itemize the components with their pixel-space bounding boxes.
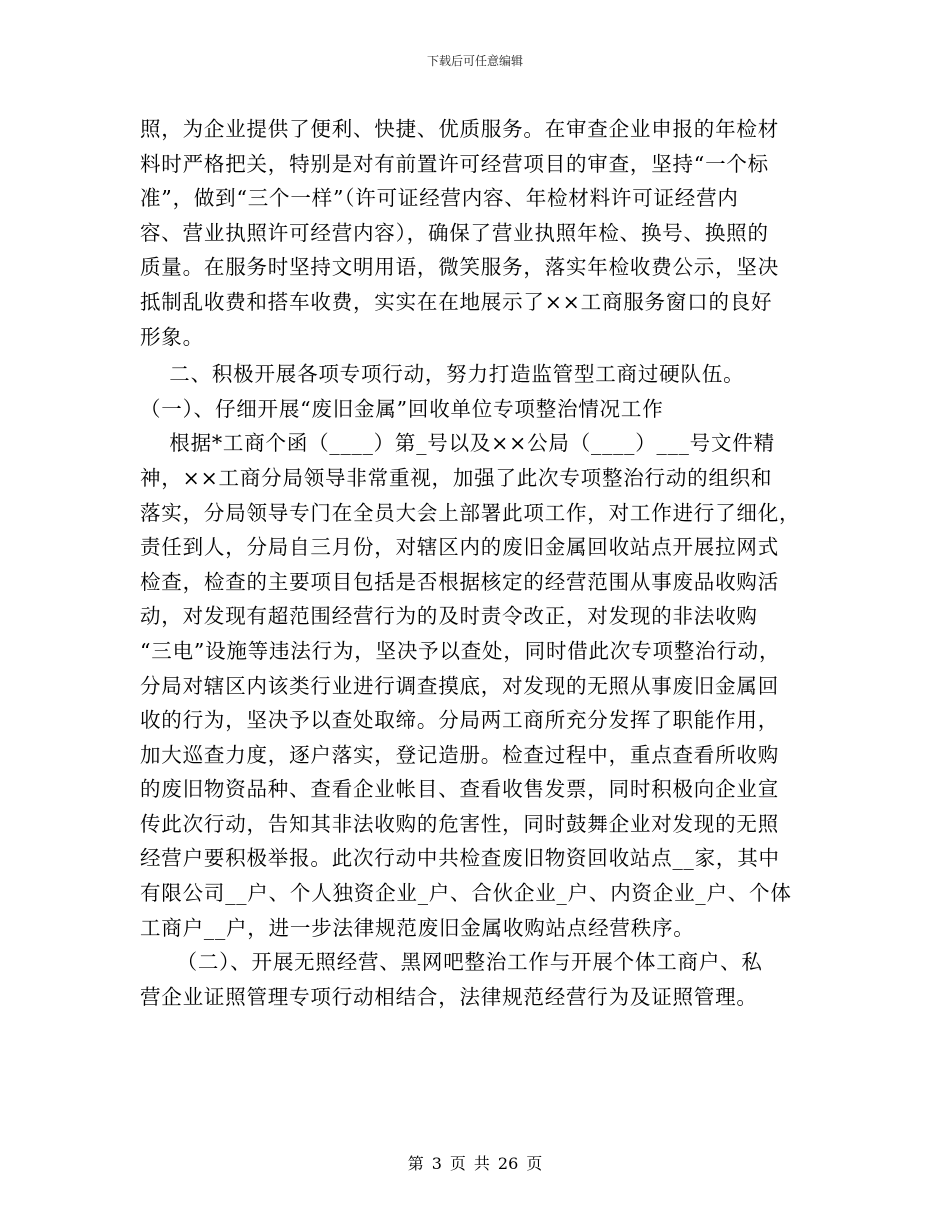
text-line: 的废旧物资品种、查看企业帐目、查看收售发票，同时积极向企业宣 (140, 777, 779, 802)
text-line: 工商户__户，进一步法律规范废旧金属收购站点经营秩序。 (140, 915, 695, 940)
text-line: 分局对辖区内该类行业进行调查摸底，对发现的无照从事废旧金属回 (140, 673, 779, 698)
text-line: 经营户要积极举报。此次行动中共检查废旧物资回收站点__家，其中 (140, 846, 780, 871)
text-line: 质量。在服务时坚持文明用语，微笑服务，落实年检收费公示，坚决 (140, 255, 779, 280)
text-line: 加大巡查力度，逐户落实，登记造册。检查过程中，重点查看所收购 (140, 742, 779, 767)
text-line: 容、营业执照许可经营内容），确保了营业执照年检、换号、换照的 (140, 220, 769, 245)
text-line: 准”，做到“三个一样”（许可证经营内容、年检材料许可证经营内 (140, 186, 739, 211)
footer-label-page: 第 (407, 1154, 424, 1173)
text-line: 传此次行动，告知其非法收购的危害性，同时鼓舞企业对发现的无照 (140, 811, 779, 836)
section-heading: 二、积极开展各项专项行动，努力打造监管型工商过硬队伍。 (140, 362, 745, 387)
text-line: 料时严格把关，特别是对有前置许可经营项目的审查，坚持“一个标 (140, 151, 769, 176)
text-line: 形象。 (140, 324, 204, 349)
total-pages: 26 (497, 1154, 519, 1173)
text-line: 收的行为，坚决予以查处取缔。分局两工商所充分发挥了职能作用， (140, 708, 779, 733)
text-line: 检查，检查的主要项目包括是否根据核定的经营范围从事废品收购活 (140, 569, 779, 594)
text-line: 动，对发现有超范围经营行为的及时责令改正，对发现的非法收购 (140, 604, 758, 629)
subsection-heading: （二）、开展无照经营、黑网吧整治工作与开展个体工商户、私 (140, 950, 763, 975)
text-line: 责任到人，分局自三月份，对辖区内的废旧金属回收站点开展拉网式 (140, 535, 779, 560)
text-line: 抵制乱收费和搭车收费，实实在在地展示了××工商服务窗口的良好 (140, 289, 773, 314)
text-line: 根据*工商个函（____）第_号以及××公局（____）___号文件精 (140, 431, 775, 456)
text-line: 照，为企业提供了便利、快捷、优质服务。在审查企业申报的年检材 (140, 117, 779, 141)
footer-label-mid: 页 (449, 1154, 466, 1173)
page-number: 3 (431, 1154, 442, 1173)
footer-label-end: 页 (526, 1154, 543, 1173)
document-body (140, 112, 820, 1014)
page-footer (0, 1154, 950, 1174)
text-line: 神，××工商分局领导非常重视，加强了此次专项整治行动的组织和 (140, 465, 773, 490)
subsection-heading: （一）、仔细开展“废旧金属”回收单位专项整治情况工作 (140, 396, 664, 421)
page-header: 下载后可任意编辑 (426, 54, 523, 68)
text-line: 营企业证照管理专项行动相结合，法律规范经营行为及证照管理。 (140, 984, 758, 1009)
text-line: 落实，分局领导专门在全员大会上部署此项工作，对工作进行了细化， (140, 500, 801, 525)
footer-label-total: 共 (473, 1154, 490, 1173)
text-line: “三电”设施等违法行为，坚决予以查处，同时借此次专项整治行动， (140, 638, 781, 663)
text-line: 有限公司__户、个人独资企业_户、合伙企业_户、内资企业_户、个体 (140, 881, 792, 906)
